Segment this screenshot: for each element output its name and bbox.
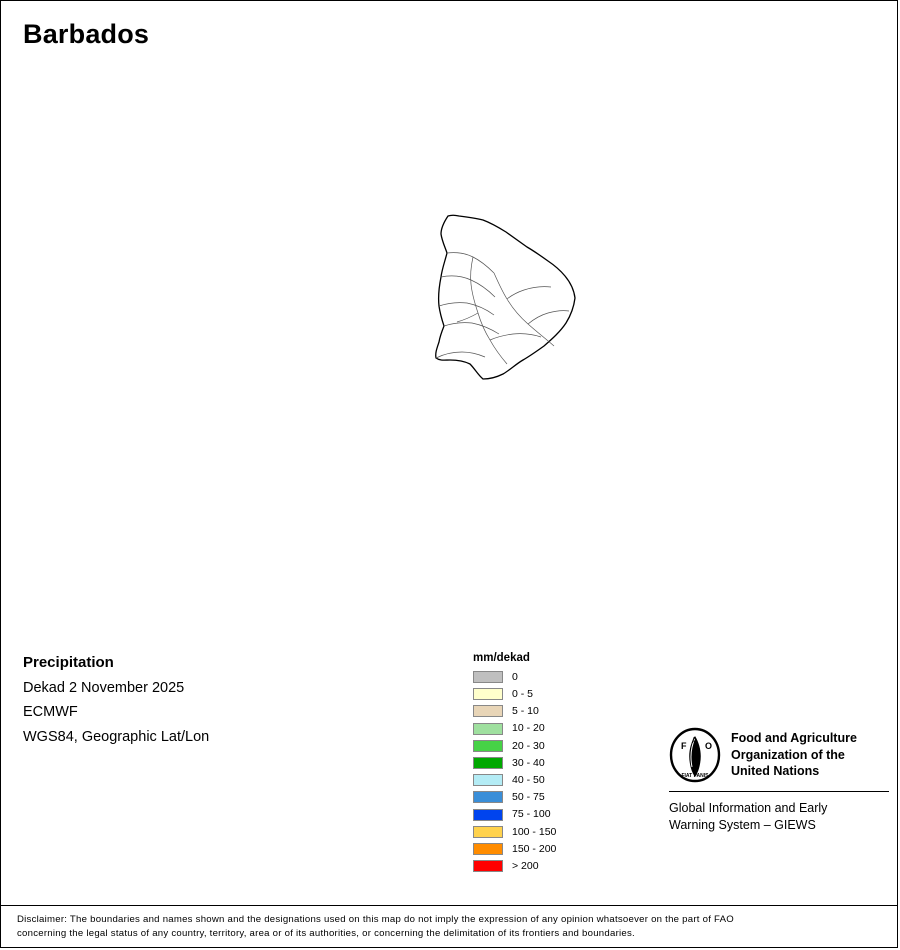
- legend: [473, 653, 556, 875]
- legend-item: [473, 669, 556, 686]
- legend-item: [473, 858, 556, 875]
- fao-org-line1: Food and Agriculture: [731, 731, 857, 746]
- legend-swatch: [473, 843, 503, 855]
- legend-item: [473, 720, 556, 737]
- legend-swatch: [473, 826, 503, 838]
- legend-item: [473, 823, 556, 840]
- legend-label: 75 - 100: [512, 808, 551, 821]
- legend-swatch: [473, 860, 503, 872]
- legend-item: [473, 840, 556, 857]
- fao-org-line3: United Nations: [731, 764, 820, 779]
- legend-label: 30 - 40: [512, 756, 545, 769]
- legend-swatch: [473, 740, 503, 752]
- fao-branding: [669, 727, 889, 835]
- legend-label: 0 - 5: [512, 688, 534, 701]
- disclaimer-line-2: concerning the legal status of any country, territory, area or of its authorities, or concerning the delimitation of its frontiers and boundaries.: [17, 928, 635, 940]
- legend-item: [473, 737, 556, 754]
- giews-line2: Warning System – GIEWS: [669, 818, 816, 833]
- svg-text:F: F: [681, 741, 687, 751]
- info-heading: Precipitation: [23, 654, 114, 671]
- legend-item: [473, 703, 556, 720]
- page-title: Barbados: [23, 19, 150, 49]
- legend-swatch: [473, 791, 503, 803]
- legend-item: [473, 789, 556, 806]
- legend-item: [473, 754, 556, 771]
- divider: [669, 791, 889, 792]
- legend-swatch: [473, 809, 503, 821]
- disclaimer-line-1: Disclaimer: The boundaries and names shown and the designations used on this map do not imply the expression of any opinion whatsoever on the part of FAO: [17, 914, 734, 926]
- legend-item: [473, 772, 556, 789]
- info-source: ECMWF: [23, 704, 78, 721]
- legend-swatch: [473, 705, 503, 717]
- giews-system-name: [669, 800, 889, 835]
- legend-swatch: [473, 688, 503, 700]
- map-canvas[interactable]: [1, 61, 898, 621]
- legend-label: 150 - 200: [512, 842, 557, 855]
- legend-label: 5 - 10: [512, 705, 539, 718]
- map-info-block: [23, 655, 423, 755]
- info-projection: WGS84, Geographic Lat/Lon: [23, 729, 210, 746]
- legend-label: 10 - 20: [512, 722, 545, 735]
- svg-text:FIAT PANIS: FIAT PANIS: [681, 773, 709, 779]
- legend-label: 40 - 50: [512, 773, 545, 786]
- country-outline-path: [436, 215, 575, 379]
- legend-label: 0: [512, 670, 518, 683]
- legend-label: 100 - 150: [512, 825, 557, 838]
- country-shape-barbados: [436, 215, 575, 379]
- legend-label: 20 - 30: [512, 739, 545, 752]
- fao-org-line2: Organization of the: [731, 747, 845, 762]
- legend-swatch: [473, 774, 503, 786]
- legend-label: 50 - 75: [512, 791, 545, 804]
- legend-title: mm/dekad: [473, 652, 530, 664]
- giews-line1: Global Information and Early: [669, 801, 828, 815]
- fao-logo: [669, 727, 721, 783]
- legend-label: > 200: [512, 859, 539, 872]
- legend-rows: [473, 669, 556, 875]
- svg-text:A: A: [691, 736, 698, 745]
- legend-swatch: [473, 723, 503, 735]
- legend-item: [473, 686, 556, 703]
- legend-swatch: [473, 671, 503, 683]
- fao-organization-name: [731, 730, 857, 780]
- info-dekad: Dekad 2 November 2025: [23, 679, 185, 696]
- legend-item: [473, 806, 556, 823]
- svg-text:O: O: [705, 741, 713, 751]
- disclaimer: [1, 905, 898, 947]
- legend-swatch: [473, 757, 503, 769]
